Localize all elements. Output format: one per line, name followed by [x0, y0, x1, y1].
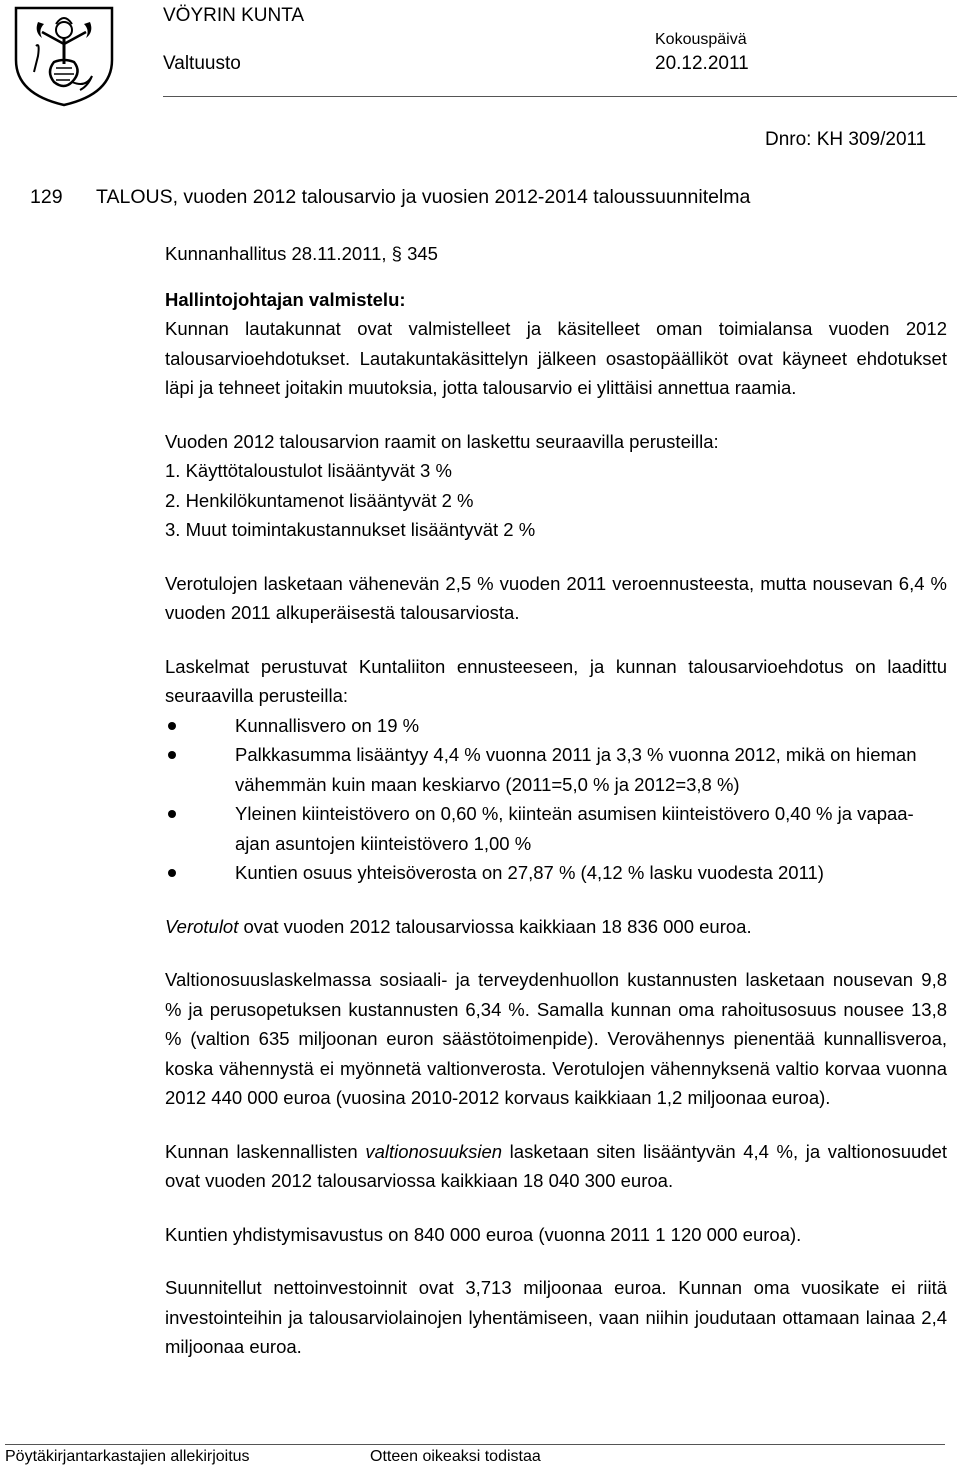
- main-content: [165, 239, 947, 1362]
- bullet-icon: [168, 751, 176, 759]
- frame-item: 3. Muut toimintakustannukset lisääntyvät 2 %: [165, 519, 536, 540]
- paragraph-calculation-basis: Laskelmat perustuvat Kuntaliiton ennusteeseen, ja kunnan talousarvioehdotus on laadittu seuraavilla perusteilla:: [165, 655, 947, 706]
- board-reference: Kunnanhallitus 28.11.2011, § 345: [165, 243, 438, 264]
- municipality-name: VÖYRIN KUNTA: [163, 5, 305, 26]
- frame-item: 2. Henkilökuntamenot lisääntyvät 2 %: [165, 489, 474, 511]
- paragraph-investments: Suunnitellut nettoinvestoinnit ovat 3,713 miljoonaa euroa. Kunnan oma vuosikate ei riitä investointeihin ja talousarviolainojen lyhentämiseen, vaan niihin joudutaan ottamaan lainaa 2,4 miljoonaa euroa.: [165, 1277, 947, 1357]
- header-rule: [163, 96, 957, 97]
- tax-income-term: Verotulot: [165, 915, 239, 937]
- paragraph-preparation: Kunnan lautakunnat ovat valmistelleet ja käsitelleet oman toimialansa vuoden 2012 talousarvioehdotukset. Lautakuntakäsittelyn jälkeen osastopäälliköt ovat käyneet ehdotukset läpi ja tehneet joitakin muutoksia, jotta talousarvio ei ylittäisi annettua raamia.: [165, 318, 947, 398]
- footer-certification-label: Otteen oikeaksi todistaa: [370, 1448, 541, 1465]
- municipal-crest-logo: [8, 2, 120, 108]
- frame-item: 1. Käyttötaloustulot lisääntyvät 3 %: [165, 460, 452, 481]
- meeting-date: 20.12.2011: [655, 53, 749, 74]
- dnro-reference: Dnro: KH 309/2011: [765, 129, 927, 150]
- footer-rule: [5, 1444, 945, 1445]
- meeting-body: Valtuusto: [163, 53, 241, 74]
- list-item: Kuntien osuus yhteisöverosta on 27,87 % (4,12 % lasku vuodesta 2011): [165, 858, 947, 888]
- bullet-icon: [168, 869, 176, 877]
- paragraph-merger-grant: Kuntien yhdistymisavustus on 840 000 euroa (vuonna 2011 1 120 000 euroa).: [165, 1223, 802, 1245]
- footer-signature-label: Pöytäkirjantarkastajien allekirjoitus: [5, 1448, 250, 1465]
- paragraph-tax-revenue-estimate: Verotulojen lasketaan vähenevän 2,5 % vuoden 2011 veroennusteesta, mutta nousevan 6,4 % vuoden 2011 alkuperäisestä talousarviosta.: [165, 572, 947, 623]
- section-title: TALOUS, vuoden 2012 talousarvio ja vuosien 2012-2014 taloussuunnitelma: [96, 186, 751, 208]
- basis-bullet-list: [165, 711, 947, 888]
- list-item: Palkkasumma lisääntyy 4,4 % vuonna 2011 ja 3,3 % vuonna 2012, mikä on hieman vähemmän kuin maan keskiarvo (2011=5,0 % ja 2012=3,8 %): [165, 740, 947, 799]
- paragraph-tax-income: Verotulot ovat vuoden 2012 talousarviossa kaikkiaan 18 836 000 euroa.: [165, 915, 752, 937]
- paragraph-calculated-subsidies: Kunnan laskennallisten valtionosuuksien lasketaan siten lisääntyvän 4,4 %, ja valtionosuudet ovat vuoden 2012 talousarviossa kaikkiaan 18 040 300 euroa.: [165, 1140, 948, 1191]
- preparer-heading: Hallintojohtajan valmistelu:: [165, 288, 406, 310]
- state-subsidies-term: valtionosuuksien: [365, 1140, 503, 1162]
- list-item: Kunnallisvero on 19 %: [165, 711, 947, 741]
- section-number: 129: [30, 186, 63, 208]
- meeting-date-label: Kokouspäivä: [655, 31, 747, 48]
- bullet-icon: [168, 722, 176, 730]
- paragraph-state-subsidy-calculation: Valtionosuuslaskelmassa sosiaali- ja terveydenhuollon kustannusten lasketaan nousevan 9,8 % ja perusopetuksen kustannusten 6,34 %. Samalla kunnan oma rahoitusosuus nousee 13,8 % (valtion 635 miljoonan euron säästötoimenpide). Verovähennys pienentää kunnallisveroa, koska vähennystä ei myönnetä valtionverosta. Verotulojen vähennyksenä valtio korvaa vuonna 2012 440 000 euroa (vuosina 2010-2012 korvaus kaikkiaan 1,2 miljoonaa euroa).: [165, 969, 947, 1108]
- list-item: Yleinen kiinteistövero on 0,60 %, kiinteän asumisen kiinteistövero 0,40 % ja vapaa-ajan asuntojen kiinteistövero 1,00 %: [165, 799, 947, 858]
- frame-intro: Vuoden 2012 talousarvion raamit on laskettu seuraavilla perusteilla:: [165, 430, 719, 452]
- bullet-icon: [168, 810, 176, 818]
